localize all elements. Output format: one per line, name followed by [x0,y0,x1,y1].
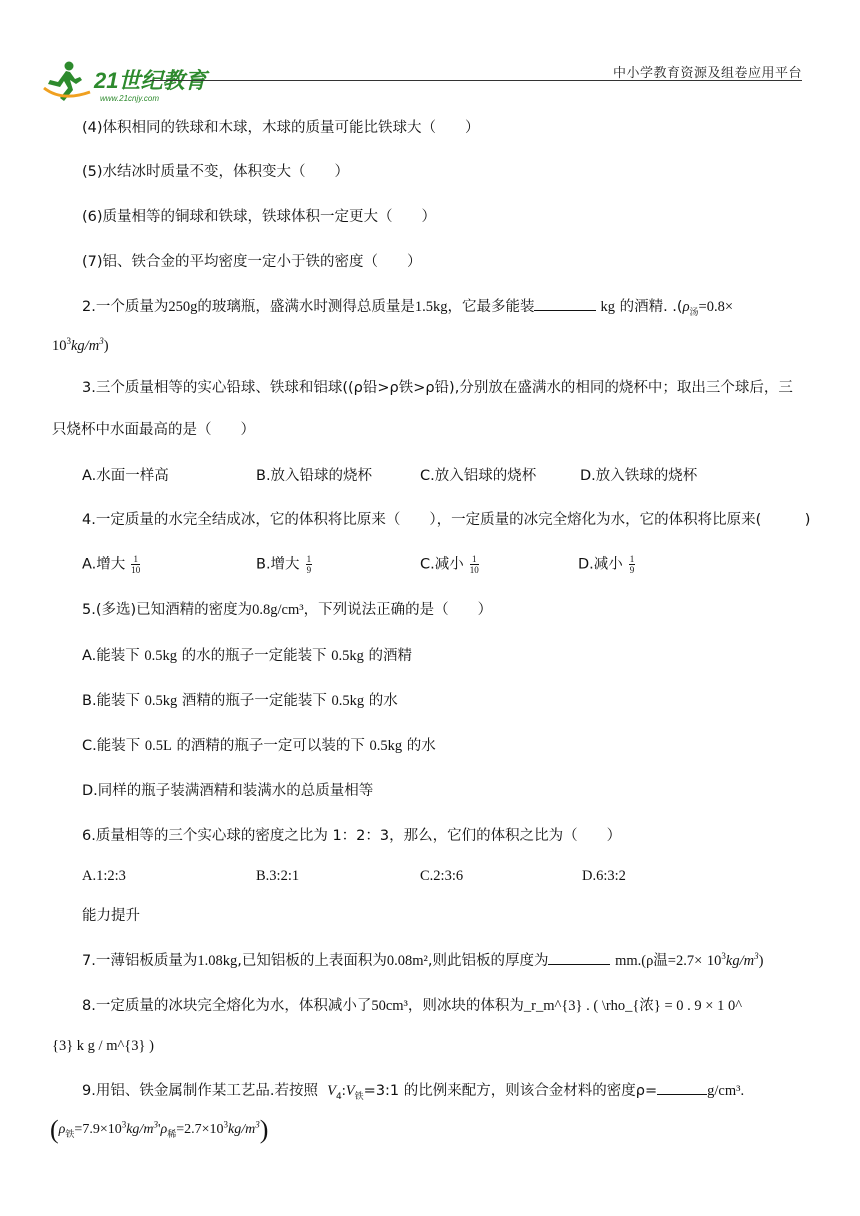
q3-option-b[interactable]: B.放入铅球的烧杯 [256,468,373,484]
q4-option-b[interactable]: B.增大 $\frac{1}{9}$ [256,554,312,575]
page-header [0,0,860,110]
q1-item-4: (4)体积相同的铁球和木球，木球的质量可能比铁球大（ ） [82,120,480,136]
question-8-line-2: {3} k g / m^{3} ) [52,1038,154,1054]
q5-option-d[interactable]: D.同样的瓶子装满酒精和装满水的总质量相等 [82,783,374,799]
q5-option-c[interactable]: C.能装下 0.5L 的酒精的瓶子一定可以装的下 0.5kg 的水 [82,738,436,754]
paren-close: ) [259,1115,269,1144]
logo-21cnjy-icon [42,58,222,106]
q1-item-7: (7)铝、铁合金的平均密度一定小于铁的密度（ ） [82,254,422,270]
fraction: $\frac{1}{10}$ [131,554,141,575]
q2-answer-blank[interactable] [534,296,596,311]
question-9-line-2: $(\rho_铁=7.9\times 10^3kg/m^3'\rho_稀=2.7\times 10^3kg/m^3)$ [50,1115,269,1144]
question-9-line-1: 9.用铝、铁金属制作某工艺品.若按照 $V_4:V_铁=3:1$ 的比例来配方，则该合金材料的密度ρ= g/cm³. [82,1080,744,1101]
q6-option-b[interactable]: B.3:2:1 [256,868,300,884]
question-2-line-1: 2.一个质量为250g的玻璃瓶，盛满水时测得总质量是1.5kg，它最多能装 kg 的酒精. $.(\rho_汤=0.8\times$ [82,296,733,317]
fraction: $\frac{1}{9}$ [306,554,312,575]
question-7: 7.一薄铝板质量为1.08kg,已知铝板的上表面积为0.08m²,则此铝板的厚度为 mm.(ρ温$=2.7\times 10^3kg/m^3$) [82,951,764,969]
q3-option-d[interactable]: D.放入铁球的烧杯 [580,468,698,484]
q6-option-c[interactable]: C.2:3:6 [420,868,464,884]
question-4-line-1: 4.一定质量的水完全结成冰，它的体积将比原来（ ），一定质量的冰完全熔化为水，它的体积将比原来( ) [82,512,811,528]
q4-option-c[interactable]: C.减小 $\frac{1}{10}$ [420,554,479,575]
logo-url: www.21cnjy.com [100,94,159,103]
q3-option-a[interactable]: A.水面一样高 [82,468,169,484]
q4-option-a[interactable]: A.增大 $\frac{1}{10}$ [82,554,141,575]
q9-answer-blank[interactable] [657,1080,707,1095]
fraction: $\frac{1}{9}$ [629,554,635,575]
q1-item-6: (6)质量相等的铜球和铁球，铁球体积一定更大（ ） [82,209,437,225]
q1-item-5: (5)水结冰时质量不变，体积变大（ ） [82,164,350,180]
paren-open: ( [50,1115,59,1144]
logo-text: 21世纪教育 [94,68,207,93]
q5-option-a[interactable]: A.能装下 0.5kg 的水的瓶子一定能装下 0.5kg 的酒精 [82,648,412,664]
header-divider [150,80,802,81]
platform-name: 中小学教育资源及组卷应用平台 [612,66,802,81]
question-3-line-1: 3.三个质量相等的实心铅球、铁球和铝球((ρ铅>ρ铁>ρ铅),分别放在盛满水的相同的烧杯中；取出三个球后，三 [82,380,793,396]
q3-option-c[interactable]: C.放入铝球的烧杯 [420,468,537,484]
question-5-stem: 5.(多选)已知酒精的密度为0.8g/cm³，下列说法正确的是（ ） [82,602,493,618]
q6-option-a[interactable]: A.1:2:3 [82,868,126,884]
q4-option-d[interactable]: D.减小 $\frac{1}{9}$ [578,554,635,575]
q6-option-d[interactable]: D.6:3:2 [582,868,626,884]
section-heading: 能力提升 [82,908,140,924]
question-3-line-2: 只烧杯中水面最高的是（ ） [52,422,255,438]
fraction: $\frac{1}{10}$ [469,554,479,575]
q7-answer-blank[interactable] [548,950,610,965]
question-2-line-2: $10^3kg/m^3$) [52,336,109,354]
question-6-stem: 6.质量相等的三个实心球的密度之比为 1：2：3，那么，它们的体积之比为（ ） [82,828,622,844]
q5-option-b[interactable]: B.能装下 0.5kg 酒精的瓶子一定能装下 0.5kg 的水 [82,693,398,709]
question-8-line-1: 8.一定质量的冰块完全熔化为水，体积减小了50cm³，则冰块的体积为_r_m^{3} . ( \rho_{浓} = 0 . 9 × 1 0^ [82,998,743,1014]
